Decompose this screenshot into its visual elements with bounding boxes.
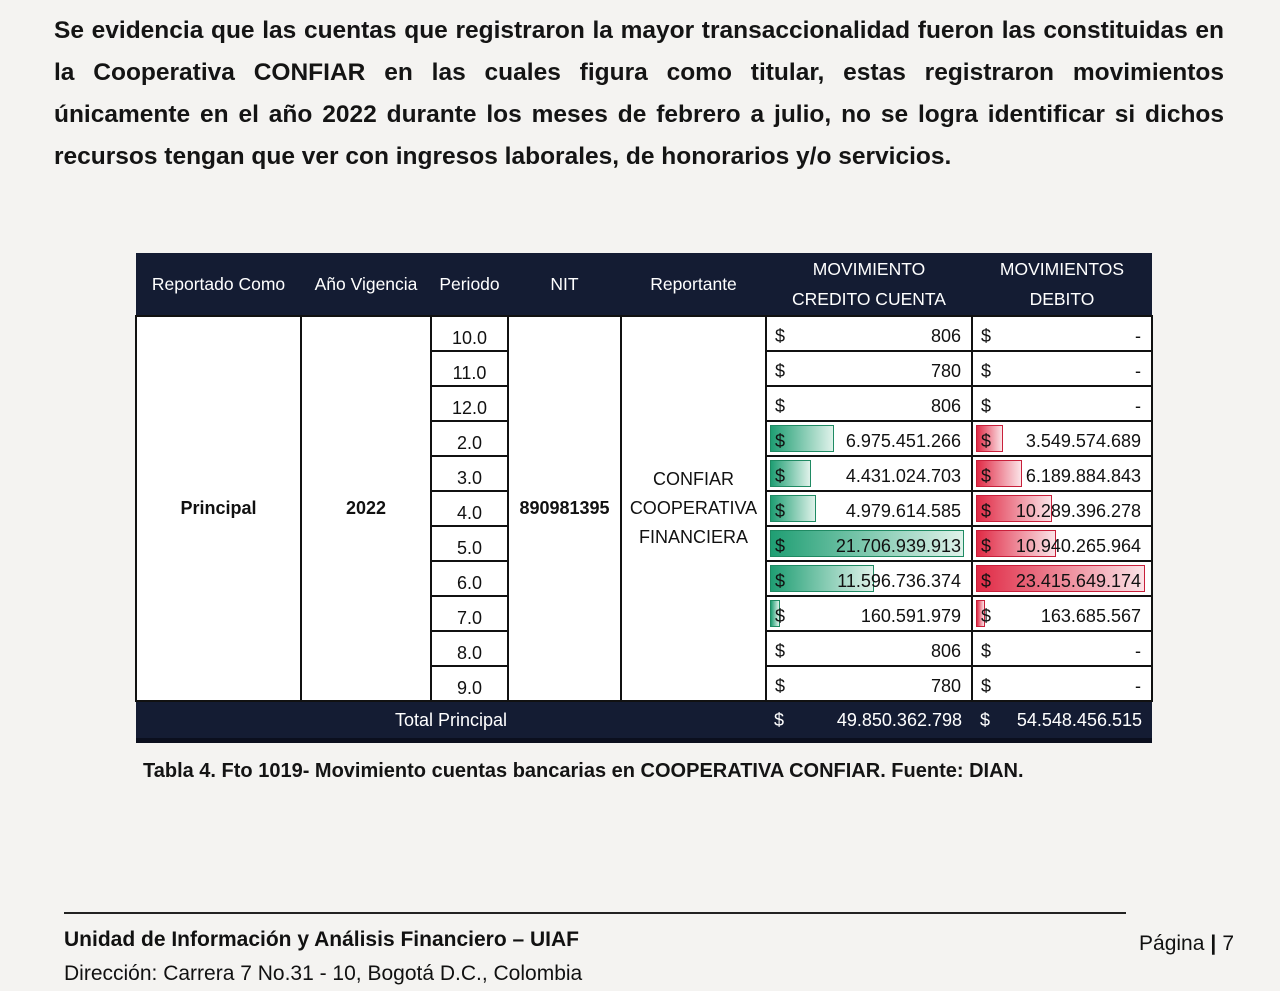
total-credito-cell: [766, 701, 972, 741]
currency-symbol: $: [981, 571, 992, 591]
debito-value: -: [1135, 326, 1141, 346]
header-reportado-como: Reportado Como: [136, 253, 301, 316]
debito-cell: [972, 491, 1152, 526]
debito-cell: [972, 316, 1152, 351]
debito-cell: [972, 351, 1152, 386]
currency-symbol: $: [775, 641, 786, 661]
reportante-line1: CONFIAR: [653, 469, 734, 489]
nit-cell: 890981395: [508, 316, 621, 701]
currency-symbol: $: [775, 606, 786, 626]
currency-symbol: $: [981, 501, 992, 521]
header-reportante: Reportante: [621, 253, 766, 316]
footer-address: Dirección: Carrera 7 No.31 - 10, Bogotá D.C., Colombia: [64, 962, 583, 985]
debito-value: -: [1135, 676, 1141, 696]
currency-symbol: $: [981, 431, 992, 451]
periodo-cell: 2.0: [431, 421, 508, 456]
currency-symbol: $: [981, 466, 992, 486]
credito-value: 806: [930, 326, 961, 346]
credito-value: 21.706.939.913: [835, 536, 961, 556]
currency-symbol: $: [981, 326, 992, 346]
credito-cell: [766, 596, 972, 631]
table-caption: Tabla 4. Fto 1019- Movimiento cuentas bancarias en COOPERATIVA CONFIAR. Fuente: DIAN.: [143, 760, 1024, 782]
debito-value: -: [1135, 641, 1141, 661]
credito-value: 11.596.736.374: [837, 571, 961, 591]
debito-cell: [972, 526, 1152, 561]
page-separator: |: [1210, 932, 1217, 955]
header-debito: [972, 253, 1152, 316]
total-debito-value: 54.548.456.515: [1016, 710, 1142, 730]
periodo-cell: 7.0: [431, 596, 508, 631]
header-credito-line2: CREDITO CUENTA: [792, 289, 946, 309]
credito-cell: [766, 421, 972, 456]
periodo-cell: 6.0: [431, 561, 508, 596]
currency-symbol: $: [775, 326, 786, 346]
reportado-como-cell: Principal: [136, 316, 301, 701]
total-label: Total Principal: [136, 701, 766, 741]
currency-symbol: $: [775, 501, 786, 521]
page-label: Página: [1139, 932, 1205, 955]
currency-symbol: $: [981, 361, 992, 381]
currency-symbol: $: [981, 396, 992, 416]
debito-value: -: [1135, 396, 1141, 416]
credito-cell: [766, 351, 972, 386]
page-number: 7: [1222, 932, 1234, 955]
footer-divider: [64, 912, 1126, 914]
periodo-cell: 11.0: [431, 351, 508, 386]
currency-symbol: $: [775, 676, 786, 696]
currency-symbol: $: [775, 571, 786, 591]
debito-cell: [972, 596, 1152, 631]
debito-cell: [972, 631, 1152, 666]
currency-symbol: $: [775, 431, 786, 451]
currency-symbol: $: [774, 710, 785, 730]
periodo-cell: 4.0: [431, 491, 508, 526]
credito-value: 806: [930, 641, 961, 661]
debito-value: 10.940.265.964: [1015, 536, 1141, 556]
header-periodo: Periodo: [431, 253, 508, 316]
movements-table: [135, 253, 1153, 743]
currency-symbol: $: [981, 606, 992, 626]
currency-symbol: $: [981, 676, 992, 696]
header-nit: NIT: [508, 253, 621, 316]
periodo-cell: 8.0: [431, 631, 508, 666]
periodo-cell: 9.0: [431, 666, 508, 701]
reportante-cell: [621, 316, 766, 701]
credito-value: 4.431.024.703: [845, 466, 961, 486]
debito-cell: [972, 561, 1152, 596]
total-row: [136, 701, 1152, 741]
credito-cell: [766, 666, 972, 701]
total-debito-cell: [972, 701, 1152, 741]
credito-cell: [766, 561, 972, 596]
credito-value: 160.591.979: [860, 606, 961, 626]
currency-symbol: $: [775, 536, 786, 556]
header-credito: [766, 253, 972, 316]
footer-org: Unidad de Información y Análisis Financiero – UIAF: [64, 928, 579, 951]
table-header-row: [136, 253, 1152, 316]
currency-symbol: $: [775, 466, 786, 486]
credito-value: 780: [930, 676, 961, 696]
debito-cell: [972, 421, 1152, 456]
periodo-cell: 12.0: [431, 386, 508, 421]
credito-value: 780: [930, 361, 961, 381]
credito-value: 6.975.451.266: [845, 431, 961, 451]
header-debito-line1: MOVIMIENTOS: [999, 259, 1125, 279]
currency-symbol: $: [775, 361, 786, 381]
debito-cell: [972, 456, 1152, 491]
page-indicator: [1139, 932, 1234, 956]
reportante-line3: FINANCIERA: [638, 527, 748, 547]
debito-value: -: [1135, 361, 1141, 381]
periodo-cell: 10.0: [431, 316, 508, 351]
debito-value: 6.189.884.843: [1025, 466, 1141, 486]
debito-value: 3.549.574.689: [1025, 431, 1141, 451]
debito-value: 163.685.567: [1040, 606, 1141, 626]
anio-vigencia-cell: 2022: [301, 316, 431, 701]
currency-symbol: $: [981, 536, 992, 556]
reportante-line2: COOPERATIVA: [629, 498, 758, 518]
credito-cell: [766, 526, 972, 561]
body-paragraph: Se evidencia que las cuentas que registraron la mayor transaccionalidad fueron las constituidas en la Cooperativa CONFIAR en las cuales figura como titular, estas registraron movimientos únicamente en el año 2022 durante los meses de febrero a julio, no se logra identificar si dichos recursos tengan que ver con ingresos laborales, de honorarios y/o servicios.: [54, 17, 1224, 170]
currency-symbol: $: [981, 641, 992, 661]
credito-value: 806: [930, 396, 961, 416]
header-anio-vigencia: Año Vigencia: [301, 253, 431, 316]
debito-cell: [972, 386, 1152, 421]
credito-cell: [766, 631, 972, 666]
credito-cell: [766, 491, 972, 526]
total-credito-value: 49.850.362.798: [836, 710, 962, 730]
debito-value: 23.415.649.174: [1015, 571, 1141, 591]
credito-cell: [766, 456, 972, 491]
credito-cell: [766, 386, 972, 421]
credito-value: 4.979.614.585: [845, 501, 961, 521]
periodo-cell: 5.0: [431, 526, 508, 561]
currency-symbol: $: [775, 396, 786, 416]
currency-symbol: $: [980, 710, 991, 730]
debito-value: 10.289.396.278: [1015, 501, 1141, 521]
credito-cell: [766, 316, 972, 351]
periodo-cell: 3.0: [431, 456, 508, 491]
header-debito-line2: DEBITO: [1029, 289, 1095, 309]
table-row: [136, 316, 1152, 351]
debito-cell: [972, 666, 1152, 701]
header-credito-line1: MOVIMIENTO: [812, 259, 926, 279]
